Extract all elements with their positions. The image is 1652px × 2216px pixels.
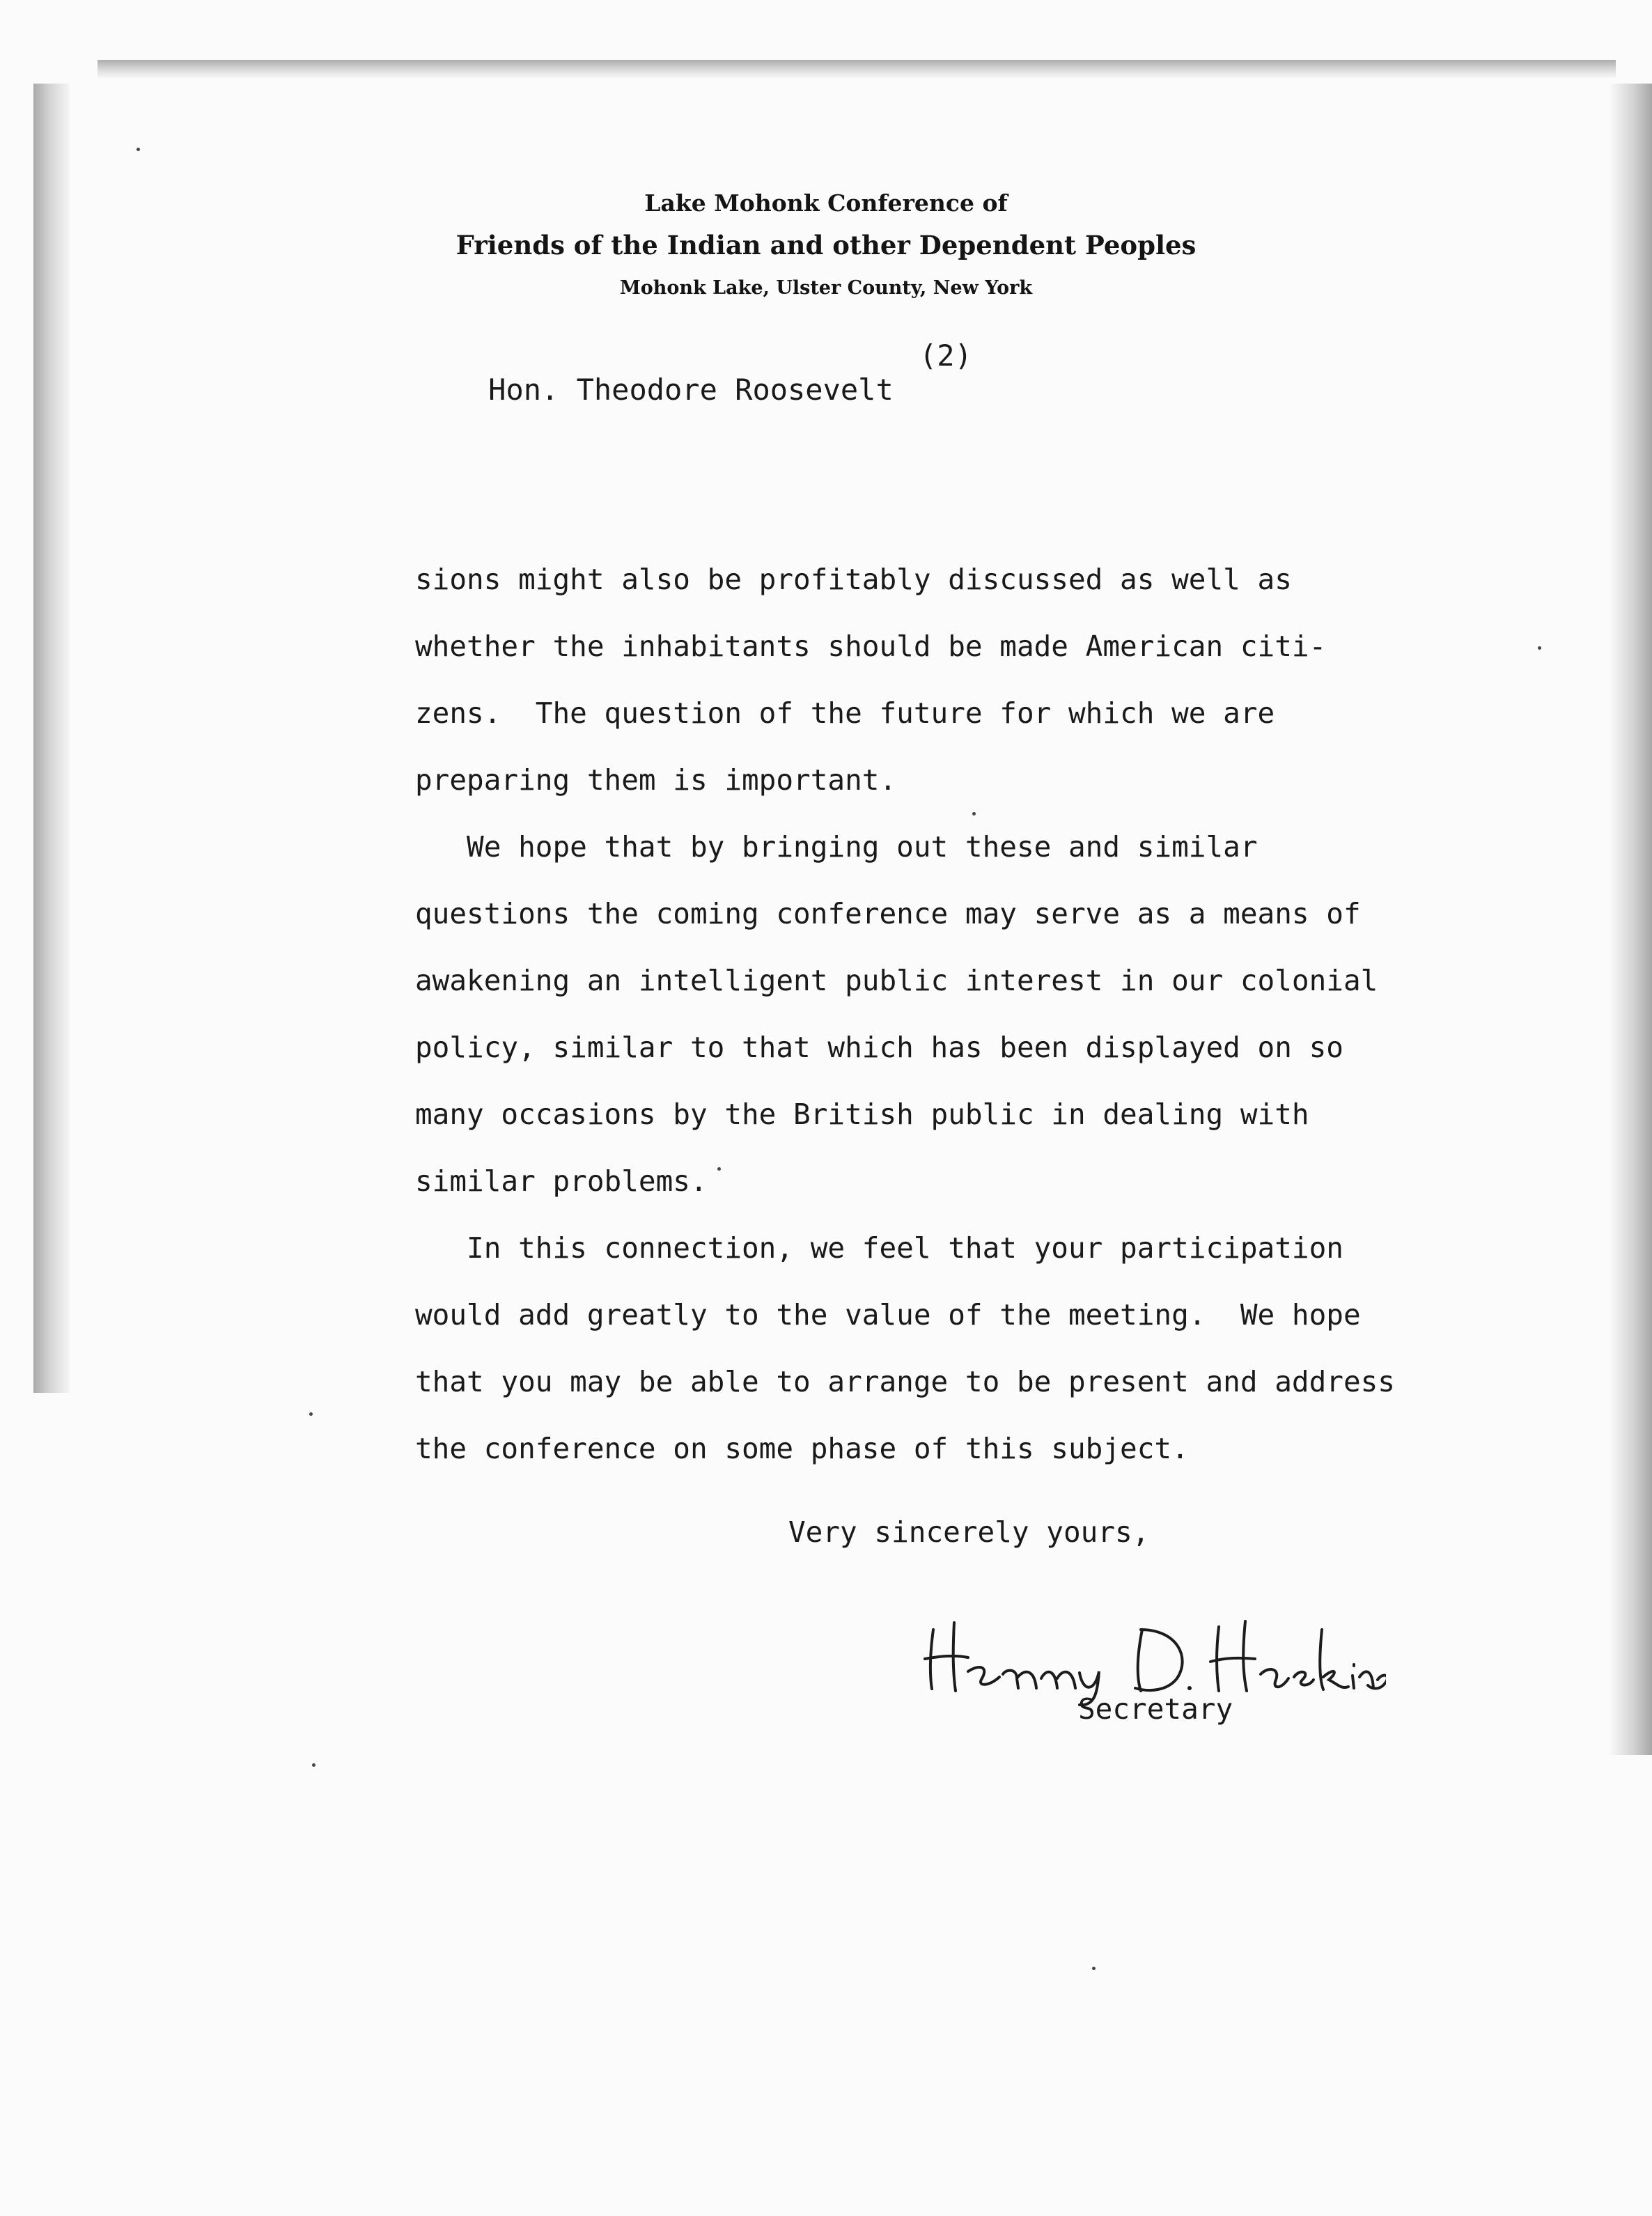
body-line: zens. The question of the future for which we are [415,696,1275,730]
body-line: In this connection, we feel that your participation [415,1231,1343,1265]
closing-salutation: Very sincerely yours, [788,1515,1150,1549]
scan-speck [312,1763,315,1767]
letterhead-address: Mohonk Lake, Ulster County, New York [619,277,1033,299]
body-line: whether the inhabitants should be made American citi- [415,630,1327,663]
signer-title: Secretary [1078,1692,1233,1726]
body-line: similar problems. [415,1164,708,1198]
scan-edge-top [98,60,1616,78]
scan-speck [972,812,976,816]
body-line: many occasions by the British public in dealing with [415,1098,1309,1131]
scan-speck [309,1412,313,1416]
letterhead-org-name: Lake Mohonk Conference of [644,189,1008,217]
scan-speck [1538,646,1541,650]
addressee-name: Hon. Theodore Roosevelt [488,373,894,407]
letter-body [415,560,1404,1496]
addressee-header [418,338,972,475]
scan-speck [1092,1967,1096,1970]
body-line: preparing them is important. [415,763,897,797]
body-line: would add greatly to the value of the meeting. We hope [415,1298,1361,1332]
scan-speck [717,1167,721,1171]
scan-edge-right [1610,84,1652,1755]
letterhead-org-subtitle: Friends of the Indian and other Dependent Peoples [455,230,1197,260]
body-line: We hope that by bringing out these and similar [415,830,1258,864]
body-line: awakening an intelligent public interest in our colonial [415,964,1378,997]
body-line: that you may be able to arrange to be present and address [415,1365,1395,1398]
page-number: (2) [919,338,972,373]
body-line: the conference on some phase of this subject. [415,1432,1189,1465]
letterhead [0,187,1652,302]
scan-speck [137,148,140,151]
body-line: questions the coming conference may serve as a means of [415,897,1361,930]
body-line: policy, similar to that which has been displayed on so [415,1031,1343,1064]
handwritten-signature [912,1602,1386,1706]
body-line: sions might also be profitably discussed as well as [415,563,1292,596]
